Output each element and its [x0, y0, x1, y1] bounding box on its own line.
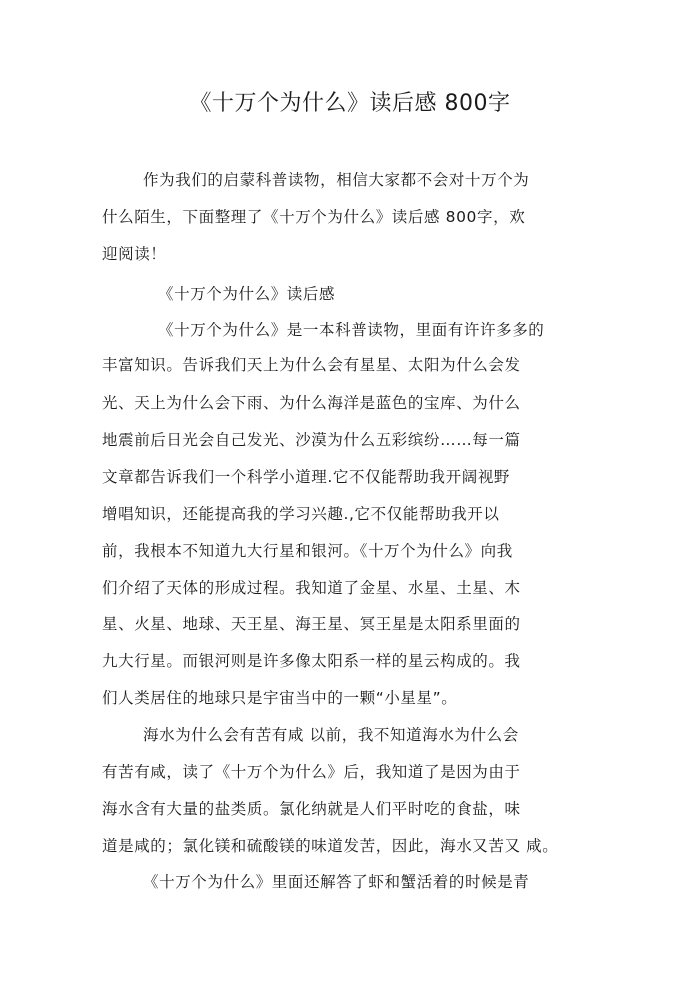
paragraph-line-11: 前，我根本不知道九大行星和银河。《十万个为什么》向我: [102, 542, 513, 560]
paragraph-line-12: 们介绍了天体的形成过程。我知道了金星、水星、土星、木: [102, 579, 521, 597]
paragraph-line-16: 海水为什么会有苦有咸 以前，我不知道海水为什么会: [143, 726, 519, 744]
paragraph-line-18: 海水含有大量的盐类质。氯化纳就是人们平时吃的食盐，味: [102, 800, 521, 818]
paragraph-line-20: 《十万个为什么》里面还解答了虾和蟹活着的时候是青: [143, 873, 530, 891]
paragraph-line-3: 迎阅读！: [102, 245, 167, 263]
paragraph-line-5: 《十万个为什么》是一本科普读物，里面有许许多多的: [158, 321, 545, 339]
paragraph-line-7: 光、天上为什么会下雨、为什么海洋是蓝色的宝库、为什么: [102, 394, 521, 412]
paragraph-line-13: 星、火星、地球、天王星、海王星、冥王星是太阳系里面的: [102, 615, 521, 633]
paragraph-line-17: 有苦有咸，读了《十万个为什么》后，我知道了是因为由于: [102, 763, 521, 781]
paragraph-line-10: 增唱知识，还能提高我的学习兴趣.,它不仅能帮助我开以: [102, 505, 500, 523]
paragraph-line-1: 作为我们的启蒙科普读物，相信大家都不会对十万个为: [143, 171, 530, 189]
paragraph-line-2: 什么陌生，下面整理了《十万个为什么》读后感 800字，欢: [102, 208, 526, 226]
paragraph-line-9: 文章都告诉我们一个科学小道理.它不仅能帮助我开阔视野: [102, 468, 511, 486]
page-title: 《十万个为什么》读后感 800字: [189, 91, 511, 116]
paragraph-line-19: 道是咸的；氯化镁和硫酸镁的味道发苦，因此，海水又苦又 咸。: [102, 837, 559, 855]
paragraph-line-14: 九大行星。而银河则是许多像太阳系一样的星云构成的。我: [102, 652, 521, 670]
paragraph-line-15: 们人类居住的地球只是宇宙当中的一颗“小星星”。: [102, 689, 458, 707]
paragraph-line-6: 丰富知识。告诉我们天上为什么会有星星、太阳为什么会发: [102, 356, 521, 374]
paragraph-line-8: 地震前后日光会自己发光、沙漠为什么五彩缤纷……每一篇: [102, 431, 521, 449]
section-heading: 《十万个为什么》读后感: [158, 285, 336, 303]
